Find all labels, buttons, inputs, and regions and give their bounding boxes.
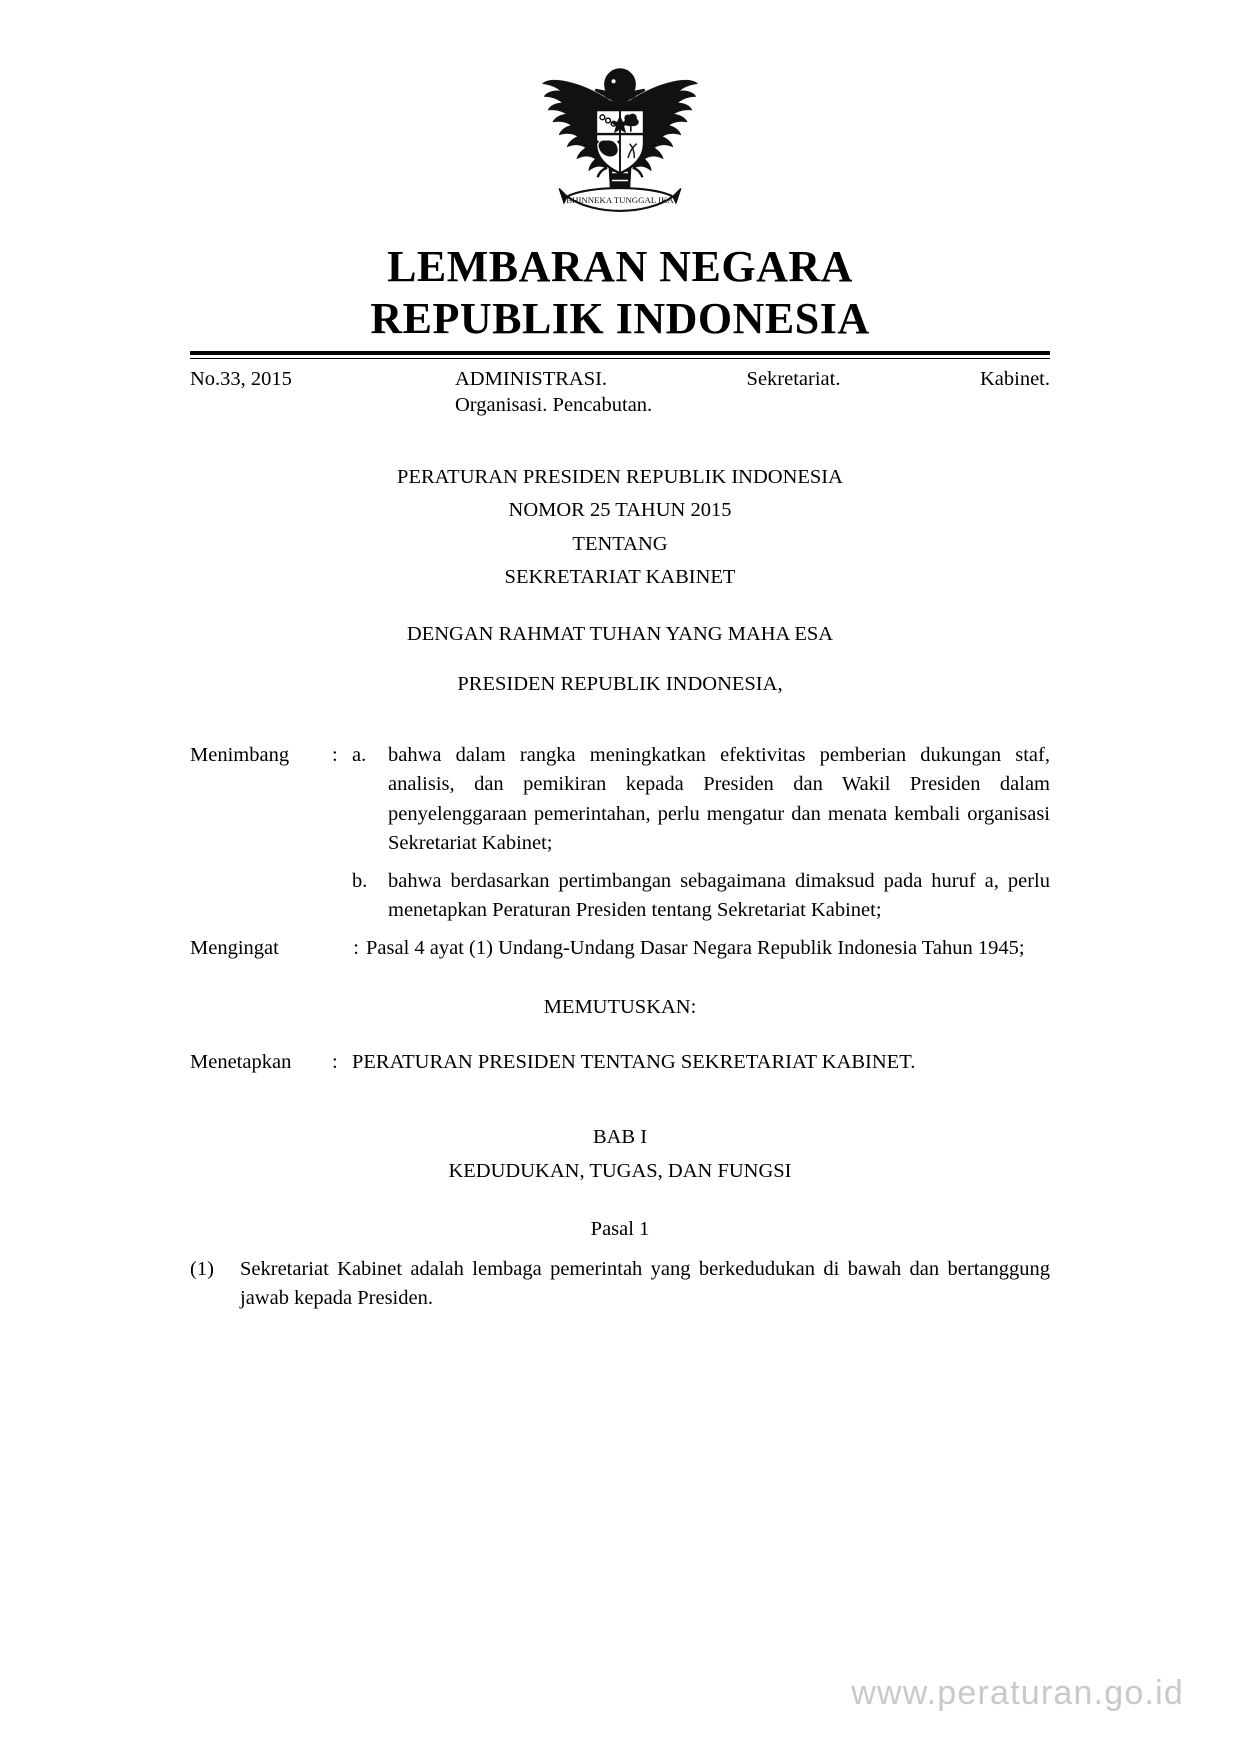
blessing-block: [190, 618, 1050, 701]
gazette-subjects: [455, 366, 1050, 419]
enactment-row: [190, 1048, 1050, 1077]
enactment-label: Menetapkan: [190, 1051, 292, 1074]
regulation-title-line-1: PERATURAN PRESIDEN REPUBLIK INDONESIA: [397, 466, 843, 489]
regulation-title-line-3: TENTANG: [572, 532, 668, 555]
legal-basis-label: Mengingat: [190, 936, 279, 959]
legal-basis-row: [190, 934, 1050, 963]
chapter-number: BAB I: [592, 1126, 648, 1149]
gazette-number: No.33, 2015: [190, 367, 292, 390]
consideration-marker-a: a.: [352, 744, 367, 767]
legal-basis-text: Pasal 4 ayat (1) Undang-Undang Dasar Negara Republik Indonesia Tahun 1945;: [366, 936, 1025, 959]
masthead: [190, 241, 1050, 345]
consideration-text-b: bahwa berdasarkan pertimbangan sebagaimana dimaksud pada huruf a, perlu menetapkan Peraturan Presiden tentang Sekretariat Kabinet;: [388, 869, 1050, 921]
gazette-subjects-line-2: Organisasi. Pencabutan.: [455, 394, 653, 417]
considerations-row: [190, 741, 1050, 857]
consideration-marker-b: b.: [352, 869, 368, 892]
decision-heading: MEMUTUSKAN:: [543, 996, 697, 1019]
regulation-title-line-4: SEKRETARIAT KABINET: [504, 565, 736, 588]
regulation-title-line-2: NOMOR 25 TAHUN 2015: [508, 499, 732, 522]
considerations-colon: :: [332, 744, 338, 767]
page-content: [190, 60, 1050, 1313]
considerations-label: Menimbang: [190, 744, 290, 767]
masthead-line-2: REPUBLIK INDONESIA: [370, 293, 870, 343]
masthead-divider-rule: [190, 351, 1050, 359]
clauses-section: [190, 741, 1050, 1077]
article-paragraph-number: (1): [190, 1257, 214, 1280]
article-heading: Pasal 1: [590, 1217, 650, 1240]
gazette-subjects-line-1: ADMINISTRASI. Sekretariat. Kabinet.: [455, 367, 1050, 390]
enactment-text: PERATURAN PRESIDEN TENTANG SEKRETARIAT KABINET.: [352, 1051, 916, 1074]
chapter-block: [190, 1121, 1050, 1187]
blessing-line-1: DENGAN RAHMAT TUHAN YANG MAHA ESA: [406, 622, 834, 645]
chapter-title: KEDUDUKAN, TUGAS, DAN FUNGSI: [448, 1159, 792, 1182]
regulation-title-block: [190, 461, 1050, 594]
emblem-container: [190, 60, 1050, 235]
source-watermark: www.peraturan.go.id: [851, 1674, 1184, 1712]
garuda-pancasila-emblem: [540, 60, 700, 225]
enactment-colon: :: [332, 1051, 338, 1074]
consideration-text-a: bahwa dalam rangka meningkatkan efektivitas pemberian dukungan staf, analisis, dan pemikiran kepada Presiden dan Wakil Presiden dalam penyelenggaraan pemerintahan, perlu mengatur dan menata kembali organisasi Sekretariat Kabinet;: [388, 744, 1050, 854]
article-paragraph-text: Sekretariat Kabinet adalah lembaga pemerintah yang berkedudukan di bawah dan bertanggung jawab kepada Presiden.: [240, 1257, 1050, 1309]
article-paragraph: [190, 1255, 1050, 1313]
masthead-line-1: LEMBARAN NEGARA: [387, 242, 853, 291]
blessing-line-2: PRESIDEN REPUBLIK INDONESIA,: [457, 673, 783, 696]
legal-basis-colon: :: [353, 936, 359, 959]
gazette-meta: [190, 366, 1050, 419]
emblem-motto-text: BHINNEKA TUNGGAL IKA: [566, 194, 674, 205]
consideration-item-b: [352, 867, 1050, 925]
